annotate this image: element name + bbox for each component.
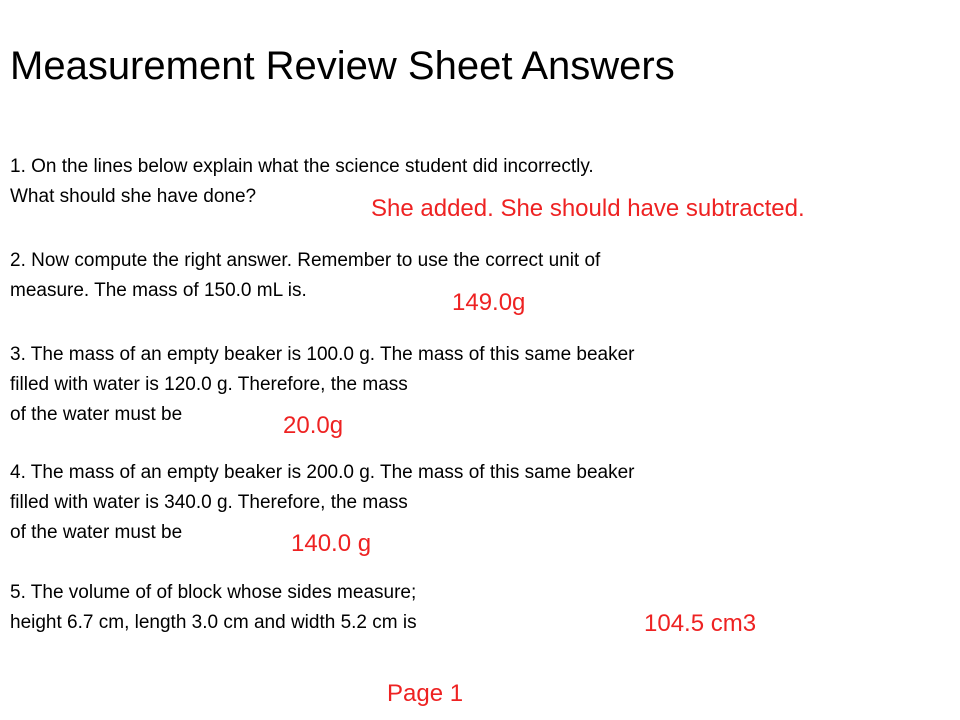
question-5-line-2: height 6.7 cm, length 3.0 cm and width 5.2 cm is — [10, 612, 417, 633]
answer-5: 104.5 cm3 — [644, 610, 757, 637]
question-4-line-1: 4. The mass of an empty beaker is 200.0 g. The mass of this same beaker — [10, 462, 635, 483]
answer-1: She added. She should have subtracted. — [371, 195, 805, 222]
question-5-line-1: 5. The volume of of block whose sides measure; — [10, 582, 417, 603]
question-3-line-2: filled with water is 120.0 g. Therefore, the mass — [10, 374, 408, 395]
answer-3: 20.0g — [283, 412, 344, 439]
question-4-line-3: of the water must be — [10, 522, 183, 543]
question-1-line-2: What should she have done? — [10, 186, 257, 207]
question-2-line-1: 2. Now compute the right answer. Remember to use the correct unit of — [10, 250, 601, 271]
question-2-line-2: measure. The mass of 150.0 mL is. — [10, 280, 307, 301]
answer-4: 140.0 g — [291, 530, 372, 557]
page-title: Measurement Review Sheet Answers — [10, 44, 675, 88]
question-3-line-3: of the water must be — [10, 404, 183, 425]
question-4-line-2: filled with water is 340.0 g. Therefore, the mass — [10, 492, 408, 513]
question-1-line-1: 1. On the lines below explain what the science student did incorrectly. — [10, 156, 594, 177]
question-3-line-1: 3. The mass of an empty beaker is 100.0 g. The mass of this same beaker — [10, 344, 635, 365]
answer-2: 149.0g — [452, 289, 526, 316]
page-number: Page 1 — [387, 680, 464, 707]
question-5 — [10, 578, 417, 638]
